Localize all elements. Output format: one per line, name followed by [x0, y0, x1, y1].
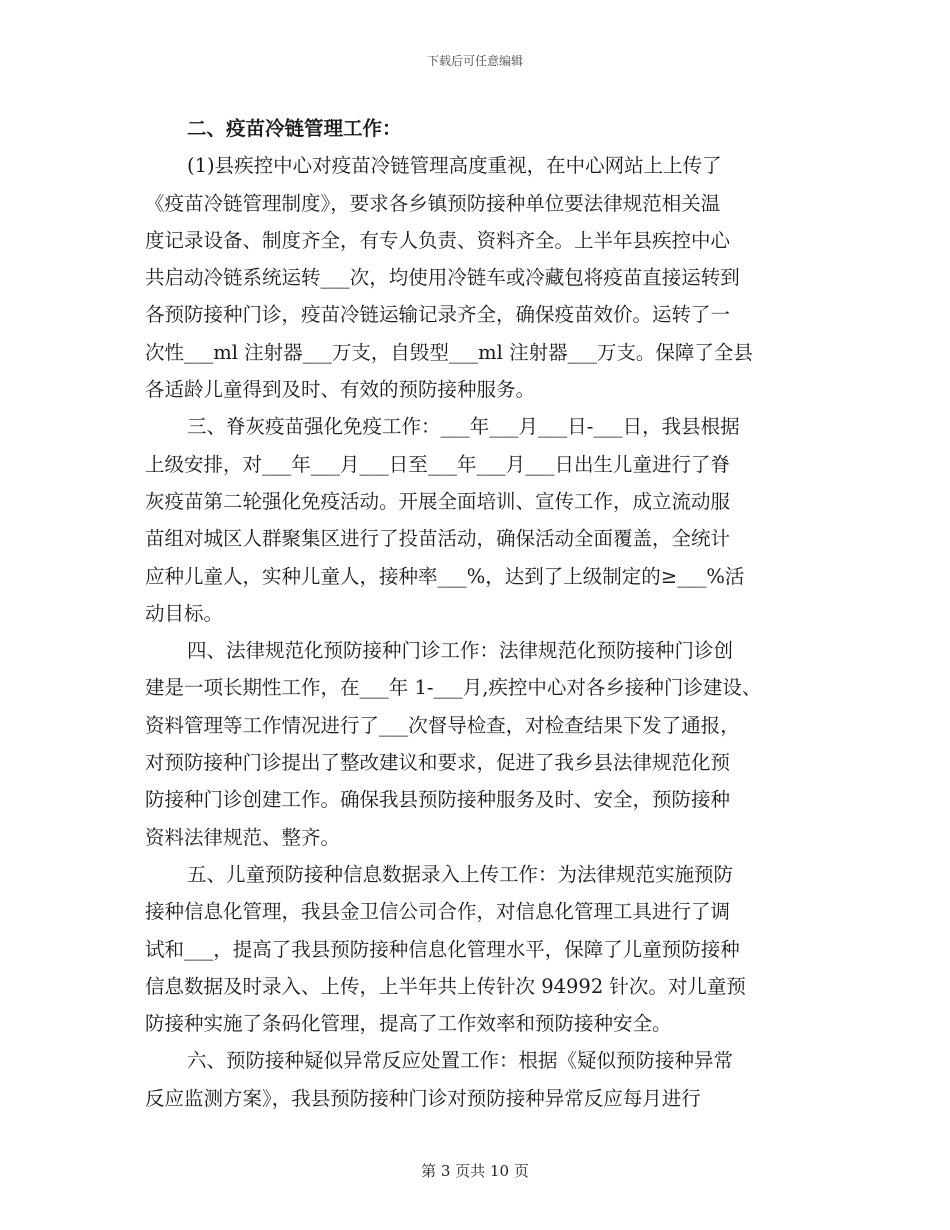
text-line: 次性___ml 注射器___万支，自毁型___ml 注射器___万支。保障了全县 — [145, 340, 753, 364]
text-line: 各适龄儿童得到及时、有效的预防接种服务。 — [145, 378, 536, 402]
text-line: 试和___，提高了我县预防接种信息化管理水平，保障了儿童预防接种 — [145, 937, 740, 961]
text-line: 防接种实施了条码化管理，提高了工作效率和预防接种安全。 — [145, 1012, 672, 1036]
text-line: 《疫苗冷链管理制度》，要求各乡镇预防接种单位要法律规范相关温 — [145, 191, 721, 215]
text-line: 应种儿童人，实种儿童人，接种率___%，达到了上级制定的≥___%活 — [145, 564, 745, 588]
text-line: 苗组对城区人群聚集区进行了投苗活动，确保活动全面覆盖，全统计 — [145, 527, 731, 551]
text-line: (1)县疾控中心对疫苗冷链管理高度重视，在中心网站上上传了 — [187, 154, 722, 178]
text-line: 建是一项长期性工作，在___年 1-___月,疾控中心对各乡接种门诊建设、 — [145, 676, 762, 700]
text-line: 各预防接种门诊，疫苗冷链运输记录齐全，确保疫苗效价。运转了一 — [145, 303, 731, 327]
text-line: 四、法律规范化预防接种门诊工作：法律规范化预防接种门诊创 — [187, 639, 734, 663]
text-line: 度记录设备、制度齐全，有专人负责、资料齐全。上半年县疾控中心 — [145, 228, 731, 252]
text-line: 动目标。 — [145, 601, 224, 625]
document-body — [145, 110, 810, 1117]
text-line: 灰疫苗第二轮强化免疫活动。开展全面培训、宣传工作，成立流动服 — [145, 489, 731, 513]
text-line: 三、脊灰疫苗强化免疫工作：___年___月___日-___日，我县根据 — [187, 415, 740, 439]
section-heading: 二、疫苗冷链管理工作： — [187, 117, 402, 140]
text-line: 五、儿童预防接种信息数据录入上传工作：为法律规范实施预防 — [187, 862, 734, 886]
page-header: 下载后可任意编辑 — [426, 54, 523, 68]
page-number: 第 3 页共 10 页 — [421, 1162, 529, 1180]
text-line: 信息数据及时录入、上传，上半年共上传针次 94992 针次。对儿童预 — [145, 974, 746, 998]
text-line: 资料管理等工作情况进行了___次督导检查，对检查结果下发了通报， — [145, 713, 740, 737]
text-line: 上级安排，对___年___月___日至___年___月___日出生儿童进行了脊 — [145, 452, 731, 476]
text-line: 共启动冷链系统运转___次，均使用冷链车或冷藏包将疫苗直接运转到 — [145, 266, 740, 290]
text-line: 对预防接种门诊提出了整改建议和要求，促进了我乡县法律规范化预 — [145, 751, 731, 775]
text-line: 反应监测方案》，我县预防接种门诊对预防接种异常反应每月进行 — [145, 1086, 701, 1110]
text-line: 接种信息化管理，我县金卫信公司合作，对信息化管理工具进行了调 — [145, 900, 731, 924]
text-line: 六、预防接种疑似异常反应处置工作：根据《疑似预防接种异常 — [187, 1049, 734, 1073]
text-line: 资料法律规范、整齐。 — [145, 825, 341, 849]
text-line: 防接种门诊创建工作。确保我县预防接种服务及时、安全，预防接种 — [145, 788, 731, 812]
